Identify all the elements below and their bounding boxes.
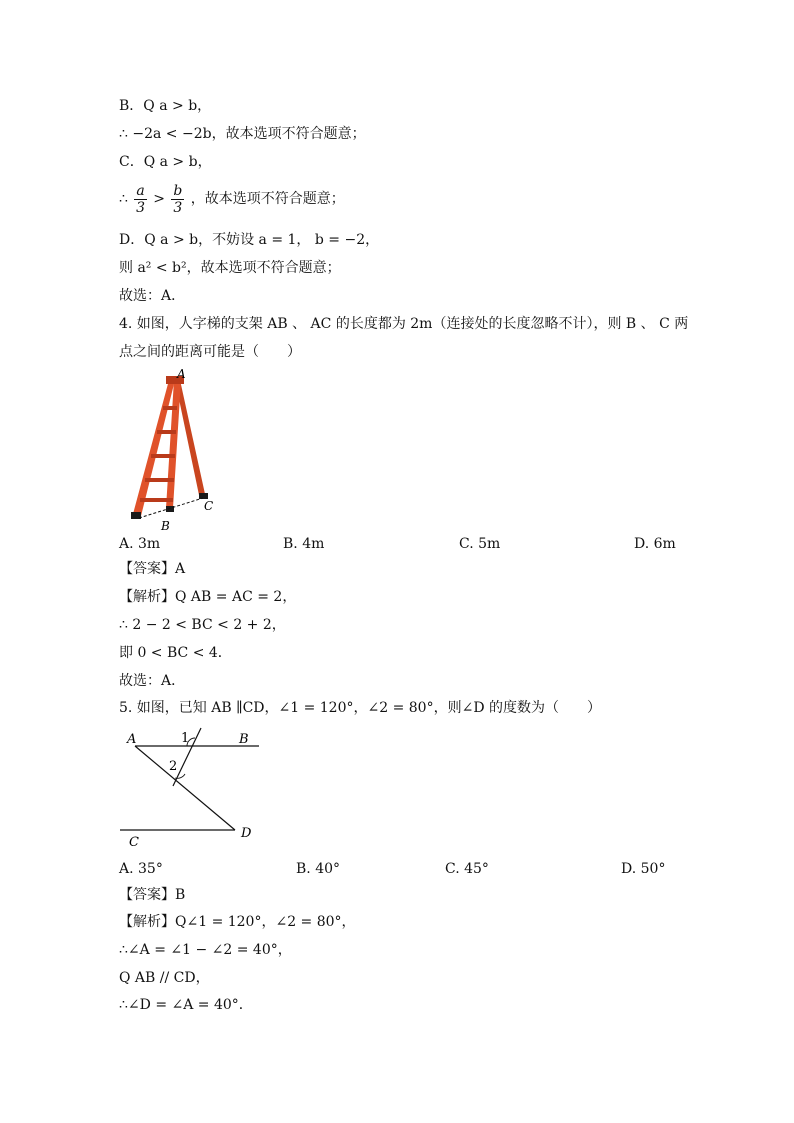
frac-den: 3: [173, 199, 183, 216]
label-d: D: [241, 826, 252, 841]
label-b: B: [239, 732, 249, 747]
q4-option-d[interactable]: D. 6m: [634, 536, 676, 552]
label-a: A: [177, 368, 186, 381]
q5-option-c[interactable]: C. 45°: [445, 861, 489, 877]
ladder-rung: [140, 498, 173, 502]
q4-stem-line2: 点之间的距离可能是（ ）: [119, 344, 301, 360]
q4-option-b[interactable]: B. 4m: [283, 536, 325, 552]
sol3-d-conclusion: 则 a² < b²，故本选项不符合题意；: [119, 260, 341, 276]
fraction-a-over-3: [134, 183, 146, 216]
sol3-b-conclusion: ∴ −2a < −2b，故本选项不符合题意；: [119, 126, 366, 142]
q4-analysis-line2: ∴ 2 − 2 < BC < 2 + 2，: [119, 617, 286, 633]
label-angle-2: 2: [169, 759, 178, 774]
q5-option-d[interactable]: D. 50°: [621, 861, 666, 877]
parallel-lines-figure: [115, 726, 265, 852]
label-c: C: [129, 835, 139, 850]
therefore-symbol: ∴: [119, 191, 128, 207]
conclusion-tail: ，故本选项不符合题意；: [190, 191, 345, 207]
frac-den: 3: [136, 199, 146, 216]
ladder-rung: [157, 430, 176, 434]
segment-ad: [135, 746, 235, 830]
frac-num: a: [136, 182, 145, 199]
q5-analysis-line2: ∴∠A = ∠1 − ∠2 = 40°，: [119, 942, 292, 958]
label-b: B: [161, 519, 170, 532]
q5-answer: 【答案】B: [119, 887, 186, 903]
q5-analysis-line3: Q AB // CD，: [119, 970, 210, 986]
q5-analysis-line4: ∴∠D = ∠A = 40°．: [119, 997, 253, 1013]
label-c: C: [204, 499, 214, 513]
q4-analysis-line1: 【解析】Q AB = AC = 2，: [119, 589, 297, 605]
q4-option-a[interactable]: A. 3m: [119, 536, 161, 552]
ladder-rung: [151, 454, 175, 458]
ladder-figure: [119, 368, 229, 532]
q4-answer: 【答案】A: [119, 561, 186, 577]
q5-stem: 5. 如图，已知 AB ∥CD，∠1 = 120°，∠2 = 80°，则∠D 的度数为（ ）: [119, 700, 601, 716]
q5-option-b[interactable]: B. 40°: [296, 861, 341, 877]
greater-than: >: [153, 191, 165, 207]
q4-stem-line1: 4. 如图，人字梯的支架 AB 、 AC 的长度都为 2m（连接处的长度忽略不计），则 B 、 C 两: [119, 316, 689, 332]
sol3-b-premise: B．Q a > b，: [119, 98, 212, 114]
ladder-foot: [166, 506, 174, 512]
ladder-rung: [163, 406, 177, 410]
sol3-c-conclusion: [119, 181, 345, 217]
q5-option-a[interactable]: A. 35°: [119, 861, 163, 877]
ladder-rung: [145, 478, 174, 482]
sol3-c-premise: C．Q a > b，: [119, 154, 212, 170]
q4-analysis-line3: 即 0 < BC < 4．: [119, 645, 232, 661]
sol3-choice: 故选：A．: [119, 288, 186, 304]
q4-option-c[interactable]: C. 5m: [459, 536, 501, 552]
fraction-b-over-3: [171, 183, 184, 216]
label-angle-1: 1: [181, 731, 190, 746]
q5-analysis-line1: 【解析】Q∠1 = 120°，∠2 = 80°，: [119, 914, 356, 930]
q4-choice: 故选：A．: [119, 673, 186, 689]
label-a: A: [127, 732, 137, 747]
sol3-d-premise: D．Q a > b，不妨设 a = 1， b = −2，: [119, 232, 380, 248]
frac-num: b: [173, 182, 183, 199]
